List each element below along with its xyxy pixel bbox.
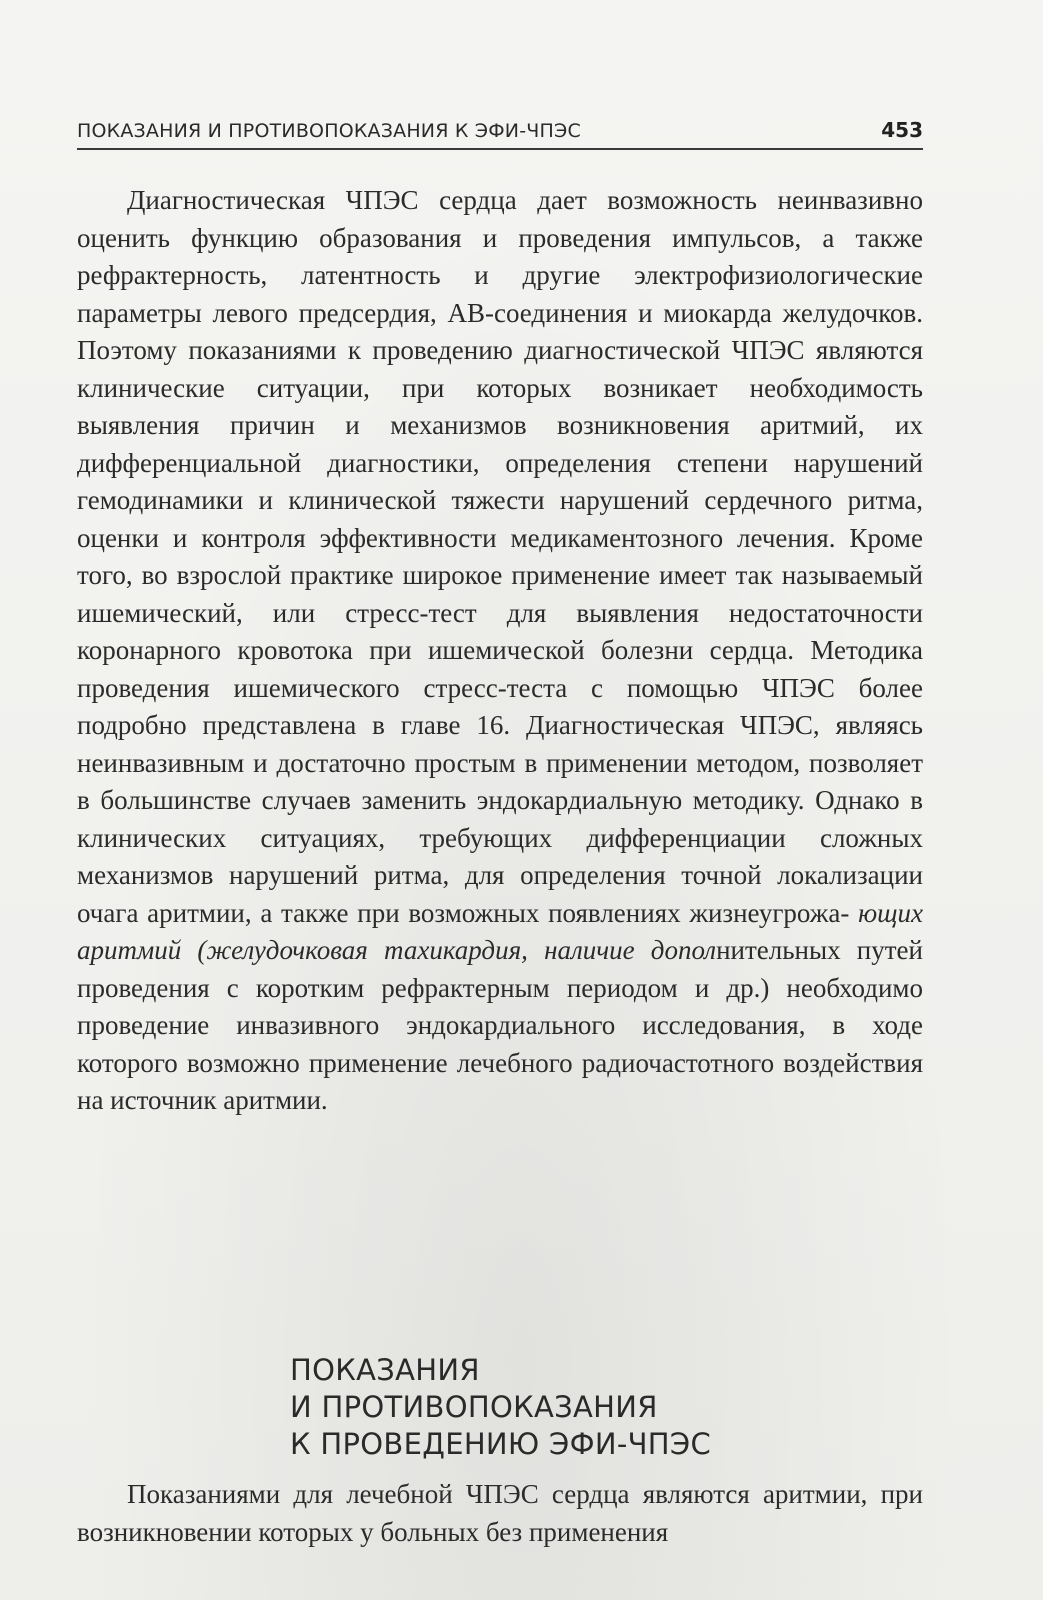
section-heading-line-2: И ПРОТИВОПОКАЗАНИЯ <box>290 1390 658 1424</box>
section-heading-line-1: ПОКАЗАНИЯ <box>290 1353 480 1387</box>
section-heading-line-3: К ПРОВЕДЕНИЮ ЭФИ-ЧПЭС <box>290 1427 712 1461</box>
paragraph-diagnostic-chpes <box>77 182 923 1120</box>
paragraph-italic-text: ющих аритмий (желудочковая тахикардия, наличие допол <box>77 897 924 965</box>
section-heading <box>290 1352 923 1463</box>
running-header <box>77 112 923 150</box>
running-title: ПОКАЗАНИЯ И ПРОТИВОПОКАЗАНИЯ К ЭФИ-ЧПЭС <box>77 120 581 142</box>
page-number: 453 <box>881 118 923 142</box>
paragraph-therapeutic-chpes: Показаниями для лечебной ЧПЭС сердца являются аритмии, при возникновении которых у больных без применения <box>77 1479 923 1547</box>
paragraph-text: Диагностическая ЧПЭС сердца дает возможность неинвазивно оценить функцию образования и проведения импульсов, а также рефрактерность, латентность и другие электрофизиологические параметры левого предсердия, АВ-соединения и миокарда желудочков. Поэтому показаниями к проведению диагностической ЧПЭС являются клинические ситуации, при которых возникает необходимость выявления причин и механизмов возникновения аритмий, их дифференциальной диагностики, определения степени нарушений гемодинамики и клинической тяжести нарушений сердечного ритма, оценки и контроля эффективности медикаментозного лечения. Кроме того, во взрослой практике широкое применение имеет так называемый ишемический, или стресс-тест для выявления недостаточности коронарного кровотока при ишемической болезни сердца. Методика проведения ишемического стресс-теста с помощью ЧПЭС более подробно представлена в главе 16. Диагностическая ЧПЭС, являясь неинвазивным и достаточно простым в применении методом, позволяет в большинстве случаев заменить эндокардиальную методику. Однако в клинических ситуациях, требующих дифференциации сложных механизмов нарушений ритма, для определения точной локализации очага аритмии, а также при возможных появлениях жизнеугрожа- <box>77 185 923 928</box>
paragraph-text-tail: нительных путей проведения с коротким рефрактерным периодом и др.) необходимо проведение инвазивного эндокардиального исследования, в ходе которого возможно применение лечебного радиочастотного воздействия на источник аритмии. <box>77 935 923 1115</box>
